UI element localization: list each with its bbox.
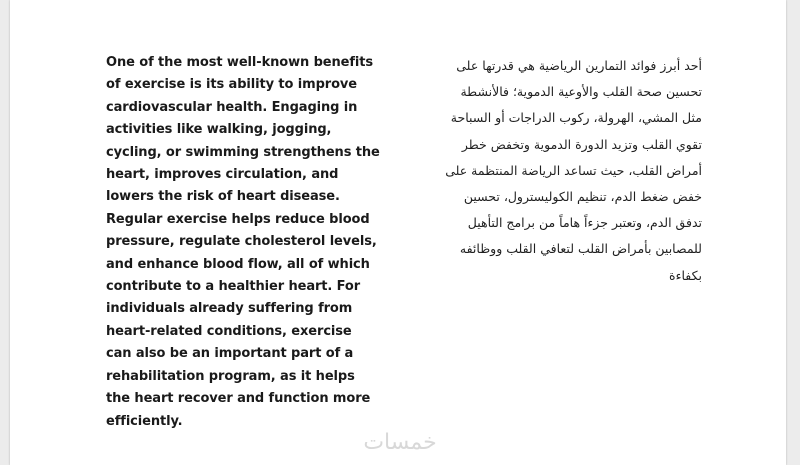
arabic-paragraph: أحد أبرز فوائد التمارين الرياضية هي قدرتها على تحسين صحة القلب والأوعية الدموية؛ فالأنشطة مثل المشي، الهرولة، ركوب الدراجات أو السباحة تقوي القلب وتزيد الدورة الدموية وتخفض خطر أمراض القلب، حيث تساعد الرياضة المنتظمة على خفض ضغط الدم، تنظيم الكوليسترول، تحسين تدفق الدم، وتعتبر جزءاً هاماً من برامج التأهيل للمصابين بأمراض القلب لتعافي القلب ووظائفه بكفاءة xyxy=(445,58,702,283)
document-page xyxy=(10,0,786,465)
english-paragraph: One of the most well-known benefits of exercise is its ability to improve cardiovascular health. Engaging in activities like walking, jogging, cycling, or swimming strengthens the heart, improves circulation, and lowers the risk of heart disease. Regular exercise helps reduce blood pressure, regulate cholesterol levels, and enhance blood flow, all of which contribute to a healthier heart. For individuals already suffering from heart-related conditions, exercise can also be an important part of a rehabilitation program, as it helps the heart recover and function more efficiently. xyxy=(106,55,380,429)
watermark-logo: خمسات xyxy=(363,430,437,455)
